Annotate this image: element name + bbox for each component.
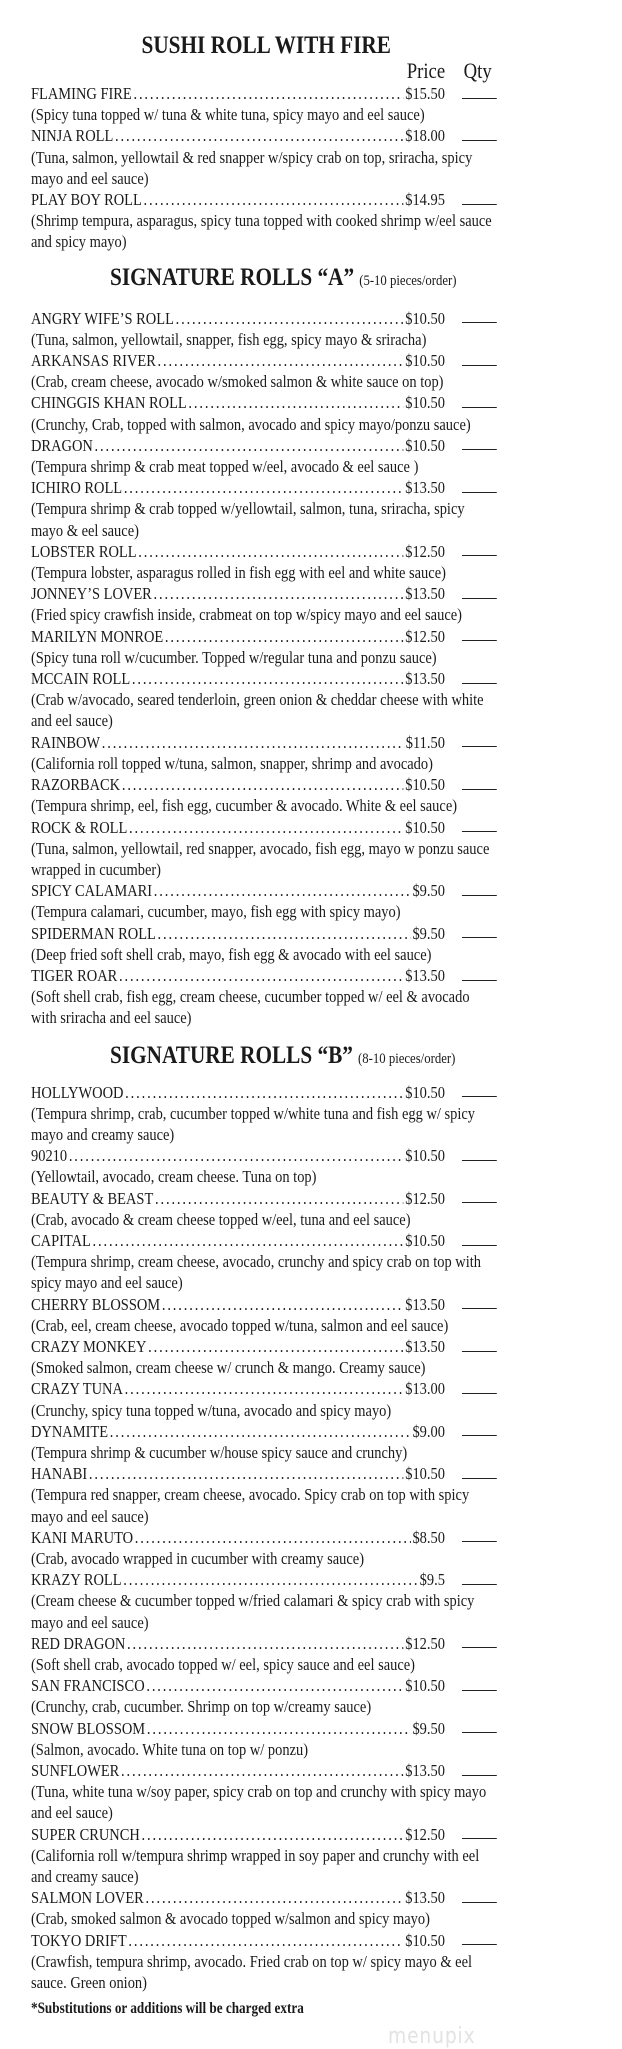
dot-leader <box>129 817 403 838</box>
menu-item-row <box>31 880 497 901</box>
item-description: (Tempura shrimp & cucumber w/house spicy sauce and crunchy) <box>31 1442 408 1462</box>
dot-leader <box>176 308 404 329</box>
item-description: (Crawfish, tempura shrimp, avocado. Fried crab on top w/ spicy mayo & eel sauce. Green onion) <box>31 1951 473 1993</box>
menu-item <box>31 83 497 125</box>
item-name: DYNAMITE <box>31 1421 109 1441</box>
item-name: SALMON LOVER <box>31 1888 144 1908</box>
menu-item <box>31 308 497 350</box>
item-description: (Tuna, salmon, yellowtail, snapper, fish egg, spicy mayo & sriracha) <box>31 329 427 349</box>
item-name: CHERRY BLOSSOM <box>31 1294 161 1314</box>
menu-item <box>31 626 497 668</box>
item-price: $13.50 <box>405 1294 445 1314</box>
qty-input-line[interactable] <box>462 936 497 938</box>
dot-leader <box>115 125 404 146</box>
qty-input-line[interactable] <box>462 1901 497 1903</box>
dot-leader <box>102 732 404 753</box>
item-name: RAZORBACK <box>31 775 121 795</box>
item-name: SPICY CALAMARI <box>31 881 153 901</box>
qty-input-line[interactable] <box>462 639 497 641</box>
menu-item <box>31 1675 497 1717</box>
item-price: $18.00 <box>405 126 445 146</box>
item-price: $10.50 <box>405 1464 445 1484</box>
item-description: (Tempura calamari, cucumber, mayo, fish egg with spicy mayo) <box>31 902 401 922</box>
menu-item-row <box>31 1760 497 1781</box>
menu-item <box>31 541 497 583</box>
menu-item-row <box>31 392 497 413</box>
dot-leader <box>89 1463 404 1484</box>
dot-leader <box>125 1378 404 1399</box>
item-price: $10.50 <box>405 775 445 795</box>
item-name: BEAUTY & BEAST <box>31 1188 154 1208</box>
dot-leader <box>132 668 404 689</box>
item-description: (Spicy tuna topped w/ tuna & white tuna, spicy mayo and eel sauce) <box>31 105 425 125</box>
menu-item-row <box>31 350 497 371</box>
item-description: (Shrimp tempura, asparagus, spicy tuna topped with cooked shrimp w/eel sauce and spicy mayo) <box>31 211 492 252</box>
item-name: ANGRY WIFE’S ROLL <box>31 308 174 328</box>
menu-item <box>31 668 497 732</box>
item-price: $9.50 <box>412 881 445 901</box>
menu-item-row <box>31 1718 497 1739</box>
footnote: *Substitutions or additions will be charged extra <box>31 2000 304 2018</box>
menu-item <box>31 880 497 922</box>
section-signature-rolls-b <box>31 1043 497 1994</box>
dot-leader <box>188 392 403 413</box>
item-name: FLAMING FIRE <box>31 84 132 103</box>
section-title <box>110 1043 497 1072</box>
item-description: (Crab, smoked salmon & avocado topped w/salmon and spicy mayo) <box>31 1909 430 1929</box>
item-name: KANI MARUTO <box>31 1527 134 1547</box>
qty-input-line[interactable] <box>462 1646 497 1648</box>
item-name: ROCK & ROLL <box>31 817 128 837</box>
menu-item <box>31 732 497 774</box>
item-description: (Crunchy, crab, cucumber. Shrimp on top w/creamy sauce) <box>31 1697 372 1717</box>
menu-item <box>31 583 497 625</box>
menu-page <box>31 33 497 2049</box>
qty-input-line[interactable] <box>462 1095 497 1097</box>
dot-leader <box>95 435 404 456</box>
menu-item-row <box>31 1378 497 1399</box>
menu-item-row <box>31 668 497 689</box>
menu-item-row <box>31 1336 497 1357</box>
dot-leader <box>155 1188 404 1209</box>
dot-leader <box>69 1145 404 1166</box>
item-name: MARILYN MONROE <box>31 626 164 646</box>
item-name: RAINBOW <box>31 732 101 752</box>
item-list <box>31 83 497 253</box>
item-price: $10.50 <box>405 393 445 413</box>
menu-item-row <box>31 1463 497 1484</box>
item-price: $9.5 <box>419 1570 445 1590</box>
item-name: CHINGGIS KHAN ROLL <box>31 393 187 413</box>
menu-item-row <box>31 477 497 498</box>
menu-item-row <box>31 1930 497 1951</box>
qty-input-line[interactable] <box>462 203 497 205</box>
item-description: (Salmon, avocado. White tuna on top w/ ponzu) <box>31 1739 309 1759</box>
item-description: (Cream cheese & cucumber topped w/fried calamari & spicy crab with spicy mayo and eel sauce) <box>31 1591 475 1632</box>
qty-input-line[interactable] <box>462 139 497 141</box>
dot-leader <box>135 1527 411 1548</box>
item-price: $13.50 <box>405 669 445 689</box>
item-name: SUNFLOWER <box>31 1761 120 1781</box>
item-price: $9.50 <box>412 1718 445 1738</box>
dot-leader <box>145 1887 403 1908</box>
menu-item <box>31 817 497 881</box>
menu-item <box>31 1145 497 1187</box>
qty-input-line[interactable] <box>462 745 497 747</box>
menu-item <box>31 1569 497 1633</box>
item-description: (Tuna, white tuna w/soy paper, spicy crab on top and crunchy with spicy mayo and eel sauce) <box>31 1782 487 1823</box>
menu-item-row <box>31 1887 497 1908</box>
item-name: ARKANSAS RIVER <box>31 351 156 371</box>
menu-item <box>31 1527 497 1569</box>
menu-item-row <box>31 774 497 795</box>
section-title-text: SIGNATURE ROLLS “A” <box>110 263 355 291</box>
menu-item-row <box>31 541 497 562</box>
item-name: DRAGON <box>31 435 93 455</box>
menu-item <box>31 1230 497 1294</box>
item-price: $12.50 <box>405 541 445 561</box>
watermark: menupix <box>388 2024 476 2049</box>
item-description: (Tempura lobster, asparagus rolled in fish egg with eel and white sauce) <box>31 563 446 583</box>
menu-item <box>31 125 497 189</box>
item-name: TOKYO DRIFT <box>31 1930 127 1950</box>
item-description: (California roll topped w/tuna, salmon, snapper, shrimp and avocado) <box>31 753 433 773</box>
dot-leader <box>128 1930 403 1951</box>
qty-input-line[interactable] <box>462 448 497 450</box>
item-name: MCCAIN ROLL <box>31 669 131 689</box>
menu-item <box>31 1887 497 1929</box>
qty-input-line[interactable] <box>462 1307 497 1309</box>
dot-leader <box>123 1569 418 1590</box>
qty-input-line[interactable] <box>462 554 497 556</box>
menu-item <box>31 1930 497 1994</box>
dot-leader <box>122 774 404 795</box>
item-price: $11.50 <box>405 732 445 752</box>
item-price: $10.50 <box>405 1930 445 1950</box>
menu-item <box>31 189 497 253</box>
dot-leader <box>93 1230 404 1251</box>
dot-leader <box>142 1824 404 1845</box>
menu-item <box>31 1421 497 1463</box>
item-description: (Smoked salmon, cream cheese w/ crunch & mango. Creamy sauce) <box>31 1358 426 1378</box>
item-name: KRAZY ROLL <box>31 1570 122 1590</box>
item-description: (Crab, avocado wrapped in cucumber with creamy sauce) <box>31 1549 365 1568</box>
dot-leader <box>144 189 404 210</box>
qty-input-line[interactable] <box>462 830 497 832</box>
item-description: (Spicy tuna roll w/cucumber. Topped w/regular tuna and ponzu sauce) <box>31 647 437 667</box>
item-name: SAN FRANCISCO <box>31 1676 145 1696</box>
qty-input-line[interactable] <box>462 894 497 896</box>
menu-item-row <box>31 583 497 604</box>
menu-item-row <box>31 83 497 104</box>
section-subtitle: (5-10 pieces/order) <box>359 272 457 289</box>
qty-input-line[interactable] <box>462 1350 497 1352</box>
item-description: (California roll w/tempura shrimp wrapped in soy paper and crunchy with eel and creamy sauce) <box>31 1845 480 1887</box>
menu-item-row <box>31 1569 497 1590</box>
item-description: (Tuna, salmon, yellowtail & red snapper w/spicy crab on top, sriracha, spicy mayo and eel sauce) <box>31 147 473 188</box>
qty-input-line[interactable] <box>462 1583 497 1585</box>
dot-leader <box>154 880 411 901</box>
menu-item-row <box>31 965 497 986</box>
menu-item-row <box>31 817 497 838</box>
dot-leader <box>138 541 403 562</box>
dot-leader <box>146 1675 403 1696</box>
item-price: $10.50 <box>405 1676 445 1696</box>
item-name: NINJA ROLL <box>31 126 114 146</box>
menu-item-row <box>31 1421 497 1442</box>
qty-header: Qty <box>463 58 492 83</box>
item-description: (Soft shell crab, fish egg, cream cheese, cucumber topped w/ eel & avocado with sriracha and eel sauce) <box>31 987 470 1028</box>
item-description: (Tempura shrimp & crab topped w/yellowtail, salmon, tuna, sriracha, spicy mayo & eel sauce) <box>31 499 465 540</box>
menu-item <box>31 1188 497 1230</box>
item-name: RED DRAGON <box>31 1633 126 1653</box>
menu-item <box>31 1378 497 1420</box>
item-price: $10.50 <box>405 435 445 455</box>
menu-item-row <box>31 732 497 753</box>
item-name: SPIDERMAN ROLL <box>31 923 156 943</box>
qty-input-line[interactable] <box>462 321 497 323</box>
item-name: 90210 <box>31 1146 68 1166</box>
section-signature-rolls-a <box>31 265 497 1029</box>
item-price: $10.50 <box>405 1082 445 1102</box>
qty-input-line[interactable] <box>462 1689 497 1691</box>
item-description: (Tempura shrimp, crab, cucumber topped w/white tuna and fish egg w/ spicy mayo and creamy sauce) <box>31 1103 476 1144</box>
menu-item <box>31 1336 497 1378</box>
menu-item <box>31 774 497 816</box>
menu-item <box>31 965 497 1029</box>
qty-input-line[interactable] <box>462 788 497 790</box>
menu-item <box>31 1718 497 1760</box>
dot-leader <box>133 83 403 104</box>
item-price: $12.50 <box>405 626 445 646</box>
menu-item-row <box>31 1633 497 1654</box>
item-price: $10.50 <box>405 351 445 371</box>
item-list <box>31 308 497 1029</box>
menu-item <box>31 392 497 434</box>
menu-item-row <box>31 125 497 146</box>
item-description: (Crab, cream cheese, avocado w/smoked salmon & white sauce on top) <box>31 372 444 392</box>
qty-input-line[interactable] <box>462 97 497 99</box>
menu-item <box>31 435 497 477</box>
menu-item-row <box>31 1188 497 1209</box>
item-list <box>31 1082 497 1994</box>
item-name: CRAZY MONKEY <box>31 1336 147 1356</box>
menu-item-row <box>31 308 497 329</box>
item-name: CAPITAL <box>31 1230 91 1250</box>
section-subtitle: (8-10 pieces/order) <box>358 1050 456 1067</box>
item-description: (Yellowtail, avocado, cream cheese. Tuna on top) <box>31 1167 317 1187</box>
menu-item-row <box>31 1527 497 1548</box>
item-description: (Crunchy, spicy tuna topped w/tuna, avocado and spicy mayo) <box>31 1400 392 1420</box>
dot-leader <box>148 1336 403 1357</box>
item-price: $10.50 <box>405 817 445 837</box>
menu-item <box>31 477 497 541</box>
qty-input-line[interactable] <box>462 1837 497 1839</box>
menu-item <box>31 1760 497 1824</box>
menu-item-row <box>31 435 497 456</box>
menu-item-row <box>31 1294 497 1315</box>
menu-item-row <box>31 1082 497 1103</box>
menu-item-row <box>31 189 497 210</box>
menu-item <box>31 1294 497 1336</box>
qty-input-line[interactable] <box>462 1159 497 1161</box>
menu-item <box>31 1463 497 1527</box>
item-description: (Crab w/avocado, seared tenderloin, green onion & cheddar cheese with white and eel sauce) <box>31 690 484 731</box>
item-price: $13.50 <box>405 1888 445 1908</box>
dot-leader <box>154 583 404 604</box>
item-name: LOBSTER ROLL <box>31 541 137 561</box>
menu-item <box>31 350 497 392</box>
qty-input-line[interactable] <box>462 1244 497 1246</box>
item-price: $13.50 <box>405 965 445 985</box>
dot-leader <box>124 477 404 498</box>
column-headers <box>31 59 497 83</box>
qty-input-line[interactable] <box>462 597 497 599</box>
item-description: (Tuna, salmon, yellowtail, red snapper, avocado, fish egg, mayo w ponzu sauce wrapped in cucumber) <box>31 838 490 879</box>
menu-item-row <box>31 1145 497 1166</box>
qty-input-line[interactable] <box>462 1943 497 1945</box>
qty-input-line[interactable] <box>462 1477 497 1479</box>
item-price: $13.50 <box>405 478 445 498</box>
qty-input-line[interactable] <box>462 682 497 684</box>
dot-leader <box>119 965 404 986</box>
item-description: (Tempura red snapper, cream cheese, avocado. Spicy crab on top with spicy mayo and eel sauce) <box>31 1485 470 1526</box>
item-description: (Crab, avocado & cream cheese topped w/eel, tuna and eel sauce) <box>31 1209 411 1229</box>
item-price: $12.50 <box>405 1188 445 1208</box>
menu-item-row <box>31 1230 497 1251</box>
qty-input-line[interactable] <box>462 1434 497 1436</box>
item-name: SNOW BLOSSOM <box>31 1718 146 1738</box>
qty-input-line[interactable] <box>462 1201 497 1203</box>
item-price: $13.50 <box>405 1761 445 1781</box>
qty-input-line[interactable] <box>462 1540 497 1542</box>
item-price: $10.50 <box>405 308 445 328</box>
menu-item-row <box>31 1675 497 1696</box>
section-sushi-roll-with-fire <box>31 33 497 253</box>
item-name: TIGER ROAR <box>31 965 118 985</box>
dot-leader <box>162 1294 404 1315</box>
item-price: $9.50 <box>412 923 445 943</box>
dot-leader <box>127 1633 403 1654</box>
item-price: $9.00 <box>412 1421 445 1441</box>
section-title-text: SUSHI ROLL WITH FIRE <box>141 32 391 59</box>
item-name: JONNEY’S LOVER <box>31 584 152 604</box>
item-name: HANABI <box>31 1464 88 1484</box>
item-description: (Crab, eel, cream cheese, avocado topped w/tuna, salmon and eel sauce) <box>31 1315 449 1335</box>
section-title <box>110 265 497 294</box>
dot-leader <box>110 1421 411 1442</box>
item-price: $8.50 <box>412 1527 445 1547</box>
item-price: $10.50 <box>405 1230 445 1250</box>
item-price: $15.50 <box>405 84 445 103</box>
menu-item-row <box>31 626 497 647</box>
menu-item-row <box>31 923 497 944</box>
item-price: $13.50 <box>405 1336 445 1356</box>
qty-input-line[interactable] <box>462 491 497 493</box>
menu-item <box>31 1824 497 1888</box>
item-description: (Fried spicy crawfish inside, crabmeat on top w/spicy mayo and eel sauce) <box>31 605 462 625</box>
item-price: $12.50 <box>405 1824 445 1844</box>
section-title <box>142 33 497 59</box>
qty-input-line[interactable] <box>462 364 497 366</box>
item-price: $13.00 <box>405 1379 445 1399</box>
qty-input-line[interactable] <box>462 1731 497 1733</box>
item-price: $14.95 <box>405 190 445 210</box>
item-name: ICHIRO ROLL <box>31 478 123 498</box>
item-price: $13.50 <box>405 584 445 604</box>
dot-leader <box>158 923 411 944</box>
price-header: Price <box>406 58 446 83</box>
item-name: PLAY BOY ROLL <box>31 190 142 210</box>
menu-item <box>31 1082 497 1146</box>
menu-item <box>31 923 497 965</box>
qty-input-line[interactable] <box>462 1774 497 1776</box>
item-price: $12.50 <box>405 1633 445 1653</box>
dot-leader <box>165 626 404 647</box>
dot-leader <box>147 1718 411 1739</box>
item-name: HOLLYWOOD <box>31 1082 124 1102</box>
item-name: CRAZY TUNA <box>31 1379 123 1399</box>
qty-input-line[interactable] <box>462 979 497 981</box>
qty-input-line[interactable] <box>462 406 497 408</box>
item-name: SUPER CRUNCH <box>31 1824 140 1844</box>
dot-leader <box>121 1760 403 1781</box>
section-title-text: SIGNATURE ROLLS “B” <box>110 1041 353 1069</box>
item-description: (Tempura shrimp, cream cheese, avocado, crunchy and spicy crab on top with spicy mayo and eel sauce) <box>31 1252 481 1293</box>
item-description: (Crunchy, Crab, topped with salmon, avocado and spicy mayo/ponzu sauce) <box>31 414 471 434</box>
qty-input-line[interactable] <box>462 1392 497 1394</box>
menu-item <box>31 1633 497 1675</box>
item-description: (Tempura shrimp & crab meat topped w/eel, avocado & eel sauce ) <box>31 457 419 477</box>
item-description: (Soft shell crab, avocado topped w/ eel, spicy sauce and eel sauce) <box>31 1655 415 1675</box>
dot-leader <box>158 350 404 371</box>
menu-item-row <box>31 1824 497 1845</box>
item-description: (Tempura shrimp, eel, fish egg, cucumber & avocado. White & eel sauce) <box>31 796 458 816</box>
dot-leader <box>125 1082 403 1103</box>
item-description: (Deep fried soft shell crab, mayo, fish egg & avocado with eel sauce) <box>31 944 432 964</box>
item-price: $10.50 <box>405 1146 445 1166</box>
